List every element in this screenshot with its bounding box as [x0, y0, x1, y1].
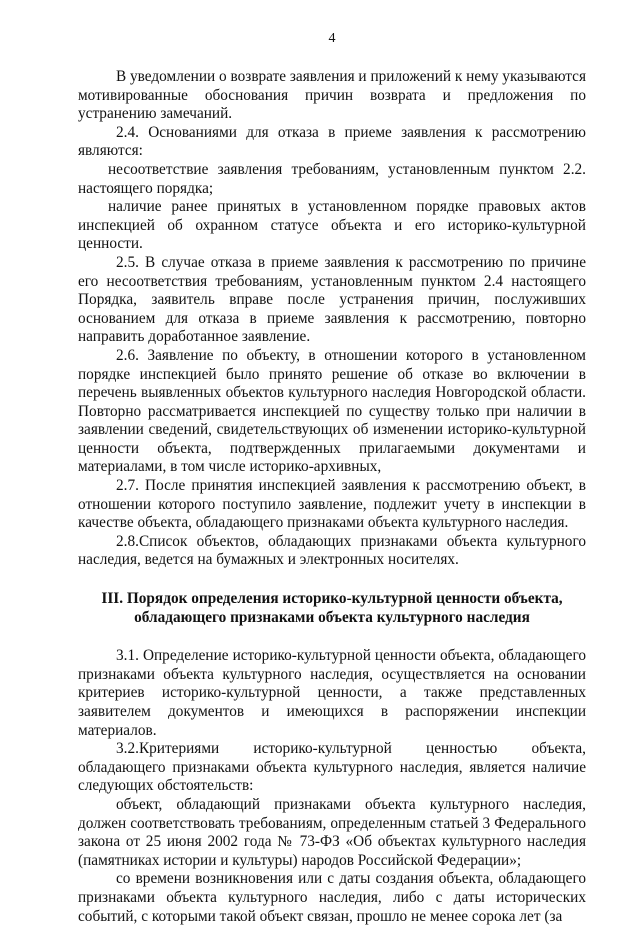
paragraph-2-5: 2.5. В случае отказа в приеме заявления к рассмотрению по причине его несоответствия требованиям, установленным пунктом 2.4 настоящего Порядка, заявитель вправе после устранения причин, послуживших основанием для отказа в приеме заявления к рассмотрению, повторно направить доработанное заявление. [78, 253, 586, 346]
paragraph-2-4-item-2: наличие ранее принятых в установленном порядке правовых актов инспекцией об охранном статусе объекта и его историко-культурной ценности. [78, 198, 586, 253]
section-title-line-1: III. Порядок определения историко-культурной ценности объекта, [101, 590, 563, 608]
section-title [78, 590, 586, 627]
paragraph-2-8: 2.8.Список объектов, обладающих признаками объекта культурного наследия, ведется на бумажных и электронных носителях. [78, 532, 586, 569]
paragraph-2-7: 2.7. После принятия инспекцией заявления к рассмотрению объект, в отношении которого поступило заявление, подлежит учету в инспекции в качестве объекта, обладающего признаками объекта культурного наследия. [78, 477, 586, 532]
paragraph-3-2-item-1: объект, обладающий признаками объекта культурного наследия, должен соответствовать требованиям, определенным статьей 3 Федерального закона от 25 июня 2002 года № 73-ФЗ «Об объектах культурного наследия (памятниках истории и культуры) народов Российской Федерации»; [78, 795, 586, 869]
paragraph-2-6: 2.6. Заявление по объекту, в отношении которого в установленном порядке инспекцией было принято решение об отказе во включении в перечень выявленных объектов культурного наследия Новгородской области. Повторно рассматривается инспекцией по существу только при наличии в заявлении сведений, свидетельствующих об изменении историко-культурной ценности объекта, подтвержденных прилагаемыми документами и материалами, в том числе историко-архивных, [78, 346, 586, 476]
paragraph-3-2-item-2: со времени возникновения или с даты создания объекта, обладающего признаками объекта культурного наследия, либо с даты исторических событий, с которыми такой объект связан, прошло не менее сорока лет (за [78, 870, 586, 925]
document-page [78, 30, 586, 926]
paragraph-3-1: 3.1. Определение историко-культурной ценности объекта, обладающего признаками объекта культурного наследия, осуществляется на основании критериев историко-культурной ценности, а также представленных заявителем документов и имеющихся в распоряжении инспекции материалов. [78, 647, 586, 739]
paragraph-2-4-item-1: несоответствие заявления требованиям, установленным пунктом 2.2. настоящего порядка; [78, 160, 586, 197]
section-title-line-2: обладающего признаками объекта культурного наследия [134, 608, 530, 626]
page-number: 4 [328, 31, 336, 46]
paragraph-2-4: 2.4. Основаниями для отказа в приеме заявления к рассмотрению являются: [78, 123, 586, 160]
paragraph-3-2: 3.2.Критериями историко-культурной ценностью объекта, обладающего признаками объекта культурного наследия, является наличие следующих обстоятельств: [78, 740, 586, 795]
paragraph-return-notice: В уведомлении о возврате заявления и приложений к нему указываются мотивированные обоснования причин возврата и предложения по устранению замечаний. [78, 68, 586, 123]
